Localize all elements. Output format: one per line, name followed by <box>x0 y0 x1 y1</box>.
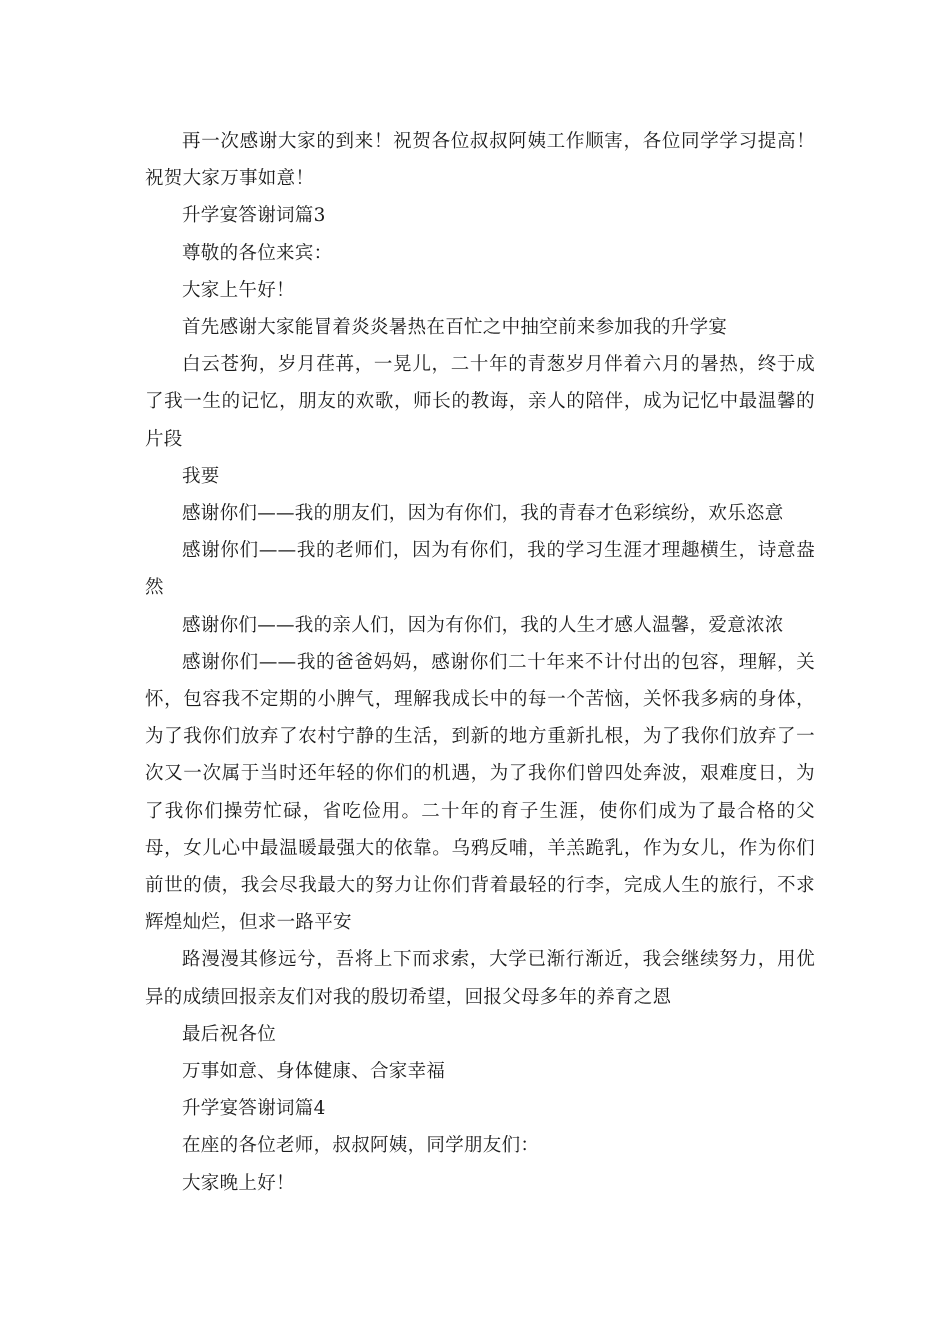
greeting: 大家上午好！ <box>182 279 295 301</box>
document-body <box>145 123 815 1202</box>
paragraph-memories: 白云苍狗，岁月荏苒，一晃儿，二十年的青葱岁月伴着六月的暑热，终于成了我一生的记忆，朋友的欢歌，师长的教诲，亲人的陪伴，成为记忆中最温馨的片段 <box>145 354 815 450</box>
salutation: 尊敬的各位来宾： <box>182 242 333 264</box>
paragraph-thanks-relatives: 感谢你们——我的亲人们，因为有你们，我的人生才感人温馨，爱意浓浓 <box>182 614 784 636</box>
paragraph-final-wishes: 最后祝各位 <box>182 1023 277 1045</box>
greeting-2: 大家晚上好！ <box>182 1172 295 1194</box>
salutation-2: 在座的各位老师，叔叔阿姨，同学朋友们： <box>182 1135 540 1157</box>
section-heading-3: 升学宴答谢词篇3 <box>182 205 326 227</box>
paragraph-thanks-teachers: 感谢你们——我的老师们，因为有你们，我的学习生涯才理趣横生，诗意盎然 <box>145 540 815 599</box>
paragraph-closing-thanks: 再一次感谢大家的到来！祝贺各位叔叔阿姨工作顺害，各位同学学习提高！祝贺大家万事如意！ <box>145 131 815 190</box>
paragraph-future: 路漫漫其修远兮，吾将上下而求索，大学已渐行渐近，我会继续努力，用优异的成绩回报亲友们对我的殷切希望，回报父母多年的养育之恩 <box>145 949 815 1008</box>
paragraph-thanks-parents: 感谢你们——我的爸爸妈妈，感谢你们二十年来不计付出的包容，理解，关怀，包容我不定期的小脾气，理解我成长中的每一个苦恼，关怀我多病的身体，为了我你们放弃了农村宁静的生活，到新的地方重新扎根，为了我你们放弃了一次又一次属于当时还年轻的你们的机遇，为了我你们曾四处奔波，艰难度日，为了我你们操劳忙碌，省吃俭用。二十年的育子生涯，使你们成为了最合格的父母，女儿心中最温暖最强大的依靠。乌鸦反哺，羊羔跪乳，作为女儿，作为你们前世的债，我会尽我最大的努力让你们背着最轻的行李，完成人生的旅行，不求辉煌灿烂，但求一路平安 <box>145 651 815 934</box>
paragraph-opening-thanks: 首先感谢大家能冒着炎炎暑热在百忙之中抽空前来参加我的升学宴 <box>182 317 728 339</box>
paragraph-thanks-friends: 感谢你们——我的朋友们，因为有你们，我的青春才色彩缤纷，欢乐恣意 <box>182 503 784 525</box>
section-heading-4: 升学宴答谢词篇4 <box>182 1098 326 1120</box>
paragraph-blessings: 万事如意、身体健康、合家幸福 <box>182 1061 446 1083</box>
paragraph-i-want: 我要 <box>182 465 220 487</box>
